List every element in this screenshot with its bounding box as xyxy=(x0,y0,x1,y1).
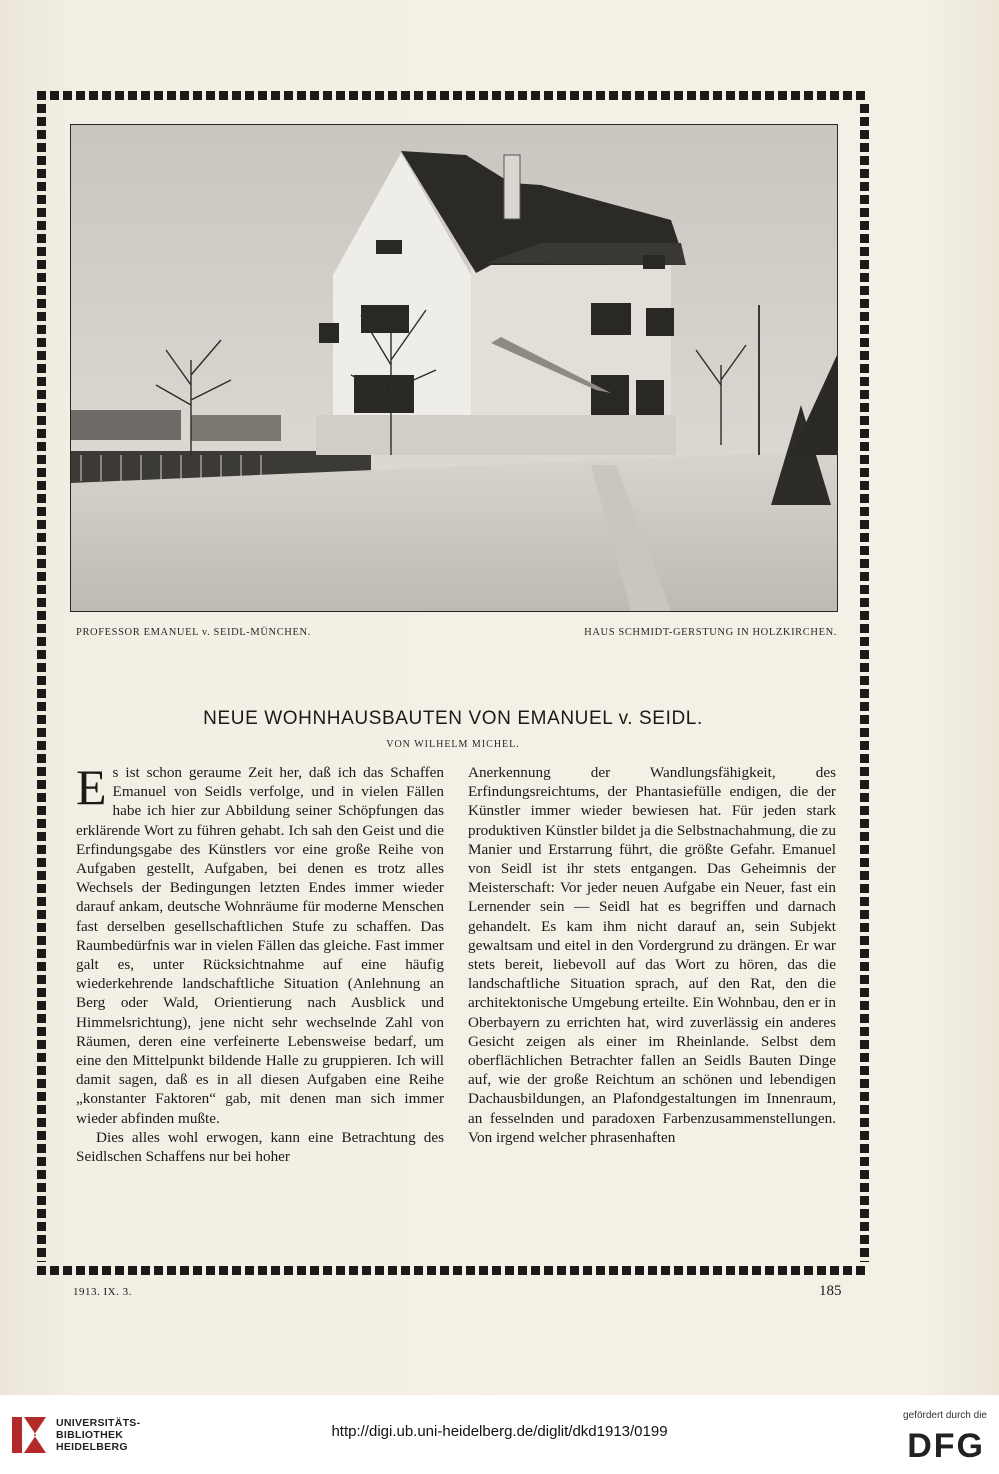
library-name-line3: HEIDELBERG xyxy=(56,1441,128,1453)
permalink-url[interactable]: http://digi.ub.uni-heidelberg.de/diglit/dkd1913/0199 xyxy=(331,1423,668,1440)
library-name-line1: UNIVERSITÄTS- xyxy=(56,1417,141,1429)
decorative-border-top xyxy=(37,91,869,100)
decorative-border-right xyxy=(860,104,869,1262)
decorative-border-left xyxy=(37,104,46,1262)
issue-label: 1913. IX. 3. xyxy=(73,1286,132,1298)
decorative-border-bottom xyxy=(37,1266,869,1275)
library-name-line2: BIBLIOTHEK xyxy=(56,1429,124,1441)
text-column-left xyxy=(76,759,444,1166)
paragraph-3: Anerkennung der Wandlungsfähigkeit, des Erfindungsreichtums, der Phantasiefülle endigen, die der Künstler immer wieder bewiesen hat. Für jeden stark produktiven Künstler bildet ja die Selbstnachahmung, die zu Manier und Erstarrung führt, die größte Gefahr. Emanuel von Seidl ist ihr stets entgangen. Das Geheimnis der Meisterschaft: Vor jeder neuen Aufgabe ein Neuer, fast ein Lernender sein — Seidl hat es begriffen und darnach gehandelt. Es kam ihm nicht darauf an, sein Subjekt gewaltsam und eitel in den Vordergrund zu drängen. Er war stets bereit, liebevoll auf das Wort zu hören, das die landschaftliche Situation sprach, auf den Rat, den die architektonische Umgebung erteilte. Ein Wohnbau, den er in Oberbayern zu errichten hat, wird zuverlässig ein anderes Gesicht zeigen als einer im Rheinlande. Selbst dem oberflächlichen Betrachter fallen an Seidls Bauten Dinge auf, wie der große Reichtum an schönen und lebendigen Dachausbildungen, an Plafondgestaltungen im Innenraum, an fesselnden und paradoxen Farbenzusammenstellungen. Von irgend welcher phrasenhaften xyxy=(468,764,836,1146)
page-number: 185 xyxy=(819,1283,842,1299)
photo-caption-building: HAUS SCHMIDT-GERSTUNG IN HOLZKIRCHEN. xyxy=(584,627,837,638)
paragraph-2: Dies alles wohl erwogen, kann eine Betrachtung des Seidlschen Schaffens nur bei hoher xyxy=(76,1128,444,1166)
photo-caption-architect: PROFESSOR EMANUEL v. SEIDL-MÜNCHEN. xyxy=(76,627,311,638)
house-photograph xyxy=(70,124,838,612)
text-column-right xyxy=(468,763,836,1147)
dfg-logo: DFG xyxy=(907,1427,985,1465)
article-title: NEUE WOHNHAUSBAUTEN VON EMANUEL v. SEIDL. xyxy=(203,708,703,729)
drop-cap: E xyxy=(76,759,107,815)
viewer-bar xyxy=(0,1395,999,1474)
house-photo-illustration xyxy=(71,125,837,611)
paragraph-1-text: s ist schon geraume Zeit her, daß ich das Schaffen Emanuel von Seidls verfolge, und in vielen Fällen habe ich hier zur Abbildung seiner Schöpfungen das erklärende Wort zu führen gehabt. Ich sah den Geist und die Erfindungsgabe des Künstlers vor eine große Reihe von Aufgaben gestellt, Aufgaben, bei denen es trotz alles Wechsels der Bedingungen letzten Endes immer wieder darauf ankam, deutsche Wohnräume für moderne Menschen fast derselben gesellschaftlichen Stufe zu schaffen. Das Raumbedürfnis war in vielen Fällen das gleiche. Fast immer galt es, unter Rücksichtnahme auf eine häufig wiederkehrende landschaftliche Situation (Anlehnung an Berg oder Wald, Orientierung nach Ausblick und Himmelsrichtung), jene nicht sehr wechselnde Zahl von Räumen, deren eine verfeinerte Lebensweise bedarf, um eine den Mittelpunkt bildende Halle zu gruppieren. Ich will damit sagen, daß es in all diesen Aufgaben eine Reihe „konstanter Faktoren“ gab, mit denen man sich immer wieder abfinden mußte. xyxy=(76,764,444,1127)
funded-by-label: gefördert durch die xyxy=(903,1410,987,1421)
paragraph-1 xyxy=(76,759,444,1128)
article-byline: VON WILHELM MICHEL. xyxy=(386,739,520,750)
